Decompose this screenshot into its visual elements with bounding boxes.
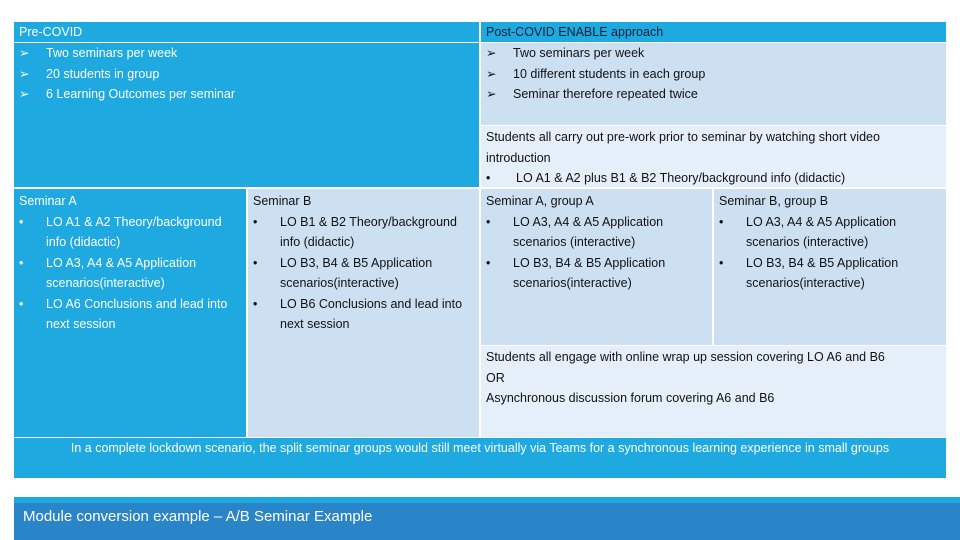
wrapup-or: OR [486, 370, 505, 385]
list-item [19, 43, 474, 64]
post-covid-header [481, 22, 946, 42]
group-a-cell [481, 189, 712, 345]
list-item [253, 294, 474, 335]
dot-bullet-icon: • [719, 214, 724, 229]
wrapup-cell [481, 346, 946, 437]
pre-covid-title: Pre-COVID [19, 25, 83, 39]
list-item [19, 294, 241, 335]
bullet-text: LO B1 & B2 Theory/background info (didactic) [280, 214, 457, 249]
dot-bullet-icon: • [19, 255, 24, 270]
list-item [719, 212, 941, 253]
bullet-text: LO A1 & A2 Theory/background info (didactic) [46, 214, 222, 249]
post-covid-summary [481, 43, 946, 125]
arrow-bullet-icon: ➢ [19, 46, 30, 60]
lockdown-note-text: In a complete lockdown scenario, the split seminar groups would still meet virtually via Teams for a synchronous learning experience in small groups [70, 441, 890, 455]
list-item [19, 84, 474, 105]
post-covid-title: Post-COVID ENABLE approach [486, 25, 664, 39]
bullet-text: 20 students in group [46, 66, 160, 81]
bullet-text: LO A3, A4 & A5 Application scenarios (interactive) [746, 214, 897, 249]
list-item [19, 212, 241, 253]
list-item [486, 253, 707, 294]
pre-covid-header [14, 22, 479, 42]
list-item [486, 168, 941, 189]
bullet-text: 10 different students in each group [513, 66, 706, 81]
prework-cell [481, 126, 946, 187]
bullet-text: LO A1 & A2 plus B1 & B2 Theory/background info (didactic) [516, 171, 846, 185]
list-item [486, 84, 941, 105]
list-item [719, 253, 941, 294]
bullet-text: LO B3, B4 & B5 Application scenarios(interactive) [746, 255, 899, 290]
footer-bar [14, 503, 960, 540]
arrow-bullet-icon: ➢ [486, 87, 497, 101]
list-item [19, 253, 241, 294]
bullet-text: LO B3, B4 & B5 Application scenarios(interactive) [280, 255, 433, 290]
wrapup-text: Students all engage with online wrap up session covering LO A6 and B6 [486, 350, 885, 364]
prework-text: Students all carry out pre-work prior to seminar by watching short video introduction [486, 130, 880, 165]
arrow-bullet-icon: ➢ [19, 87, 30, 101]
seminar-b-cell [248, 189, 479, 437]
bullet-text: LO A3, A4 & A5 Application scenarios(interactive) [46, 255, 197, 290]
group-b-cell [714, 189, 946, 345]
bullet-text: LO B3, B4 & B5 Application scenarios(interactive) [513, 255, 666, 290]
dot-bullet-icon: • [253, 255, 258, 270]
list-item [486, 43, 941, 64]
list-item [19, 64, 474, 85]
list-item [486, 64, 941, 85]
arrow-bullet-icon: ➢ [486, 66, 497, 81]
bullet-text: LO A6 Conclusions and lead into next session [46, 296, 228, 331]
dot-bullet-icon: • [719, 255, 724, 270]
dot-bullet-icon: • [253, 214, 258, 229]
bullet-text: 6 Learning Outcomes per seminar [46, 87, 235, 101]
pre-covid-summary [14, 43, 479, 187]
bullet-text: LO B6 Conclusions and lead into next session [280, 296, 463, 331]
dot-bullet-icon: • [19, 214, 24, 229]
bullet-text: Two seminars per week [513, 46, 645, 60]
lockdown-note [14, 438, 946, 478]
list-item [486, 212, 707, 253]
dot-bullet-icon: • [486, 255, 491, 270]
arrow-bullet-icon: ➢ [486, 46, 497, 60]
arrow-bullet-icon: ➢ [19, 66, 30, 81]
bullet-text: Two seminars per week [46, 46, 178, 60]
footer-title: Module conversion example – A/B Seminar Example [23, 508, 373, 525]
seminar-a-title: Seminar A [19, 194, 77, 208]
list-item [253, 253, 474, 294]
dot-bullet-icon: • [19, 296, 24, 311]
dot-bullet-icon: • [486, 214, 491, 229]
seminar-a-cell [14, 189, 246, 437]
dot-bullet-icon: • [486, 171, 491, 185]
group-a-title: Seminar A, group A [486, 194, 594, 208]
list-item [253, 212, 474, 253]
group-b-title: Seminar B, group B [719, 194, 829, 208]
seminar-b-title: Seminar B [253, 194, 312, 208]
bullet-text: LO A3, A4 & A5 Application scenarios (interactive) [513, 214, 664, 249]
bullet-text: Seminar therefore repeated twice [513, 87, 698, 101]
dot-bullet-icon: • [253, 296, 258, 311]
wrapup-alt: Asynchronous discussion forum covering A6 and B6 [486, 391, 775, 405]
